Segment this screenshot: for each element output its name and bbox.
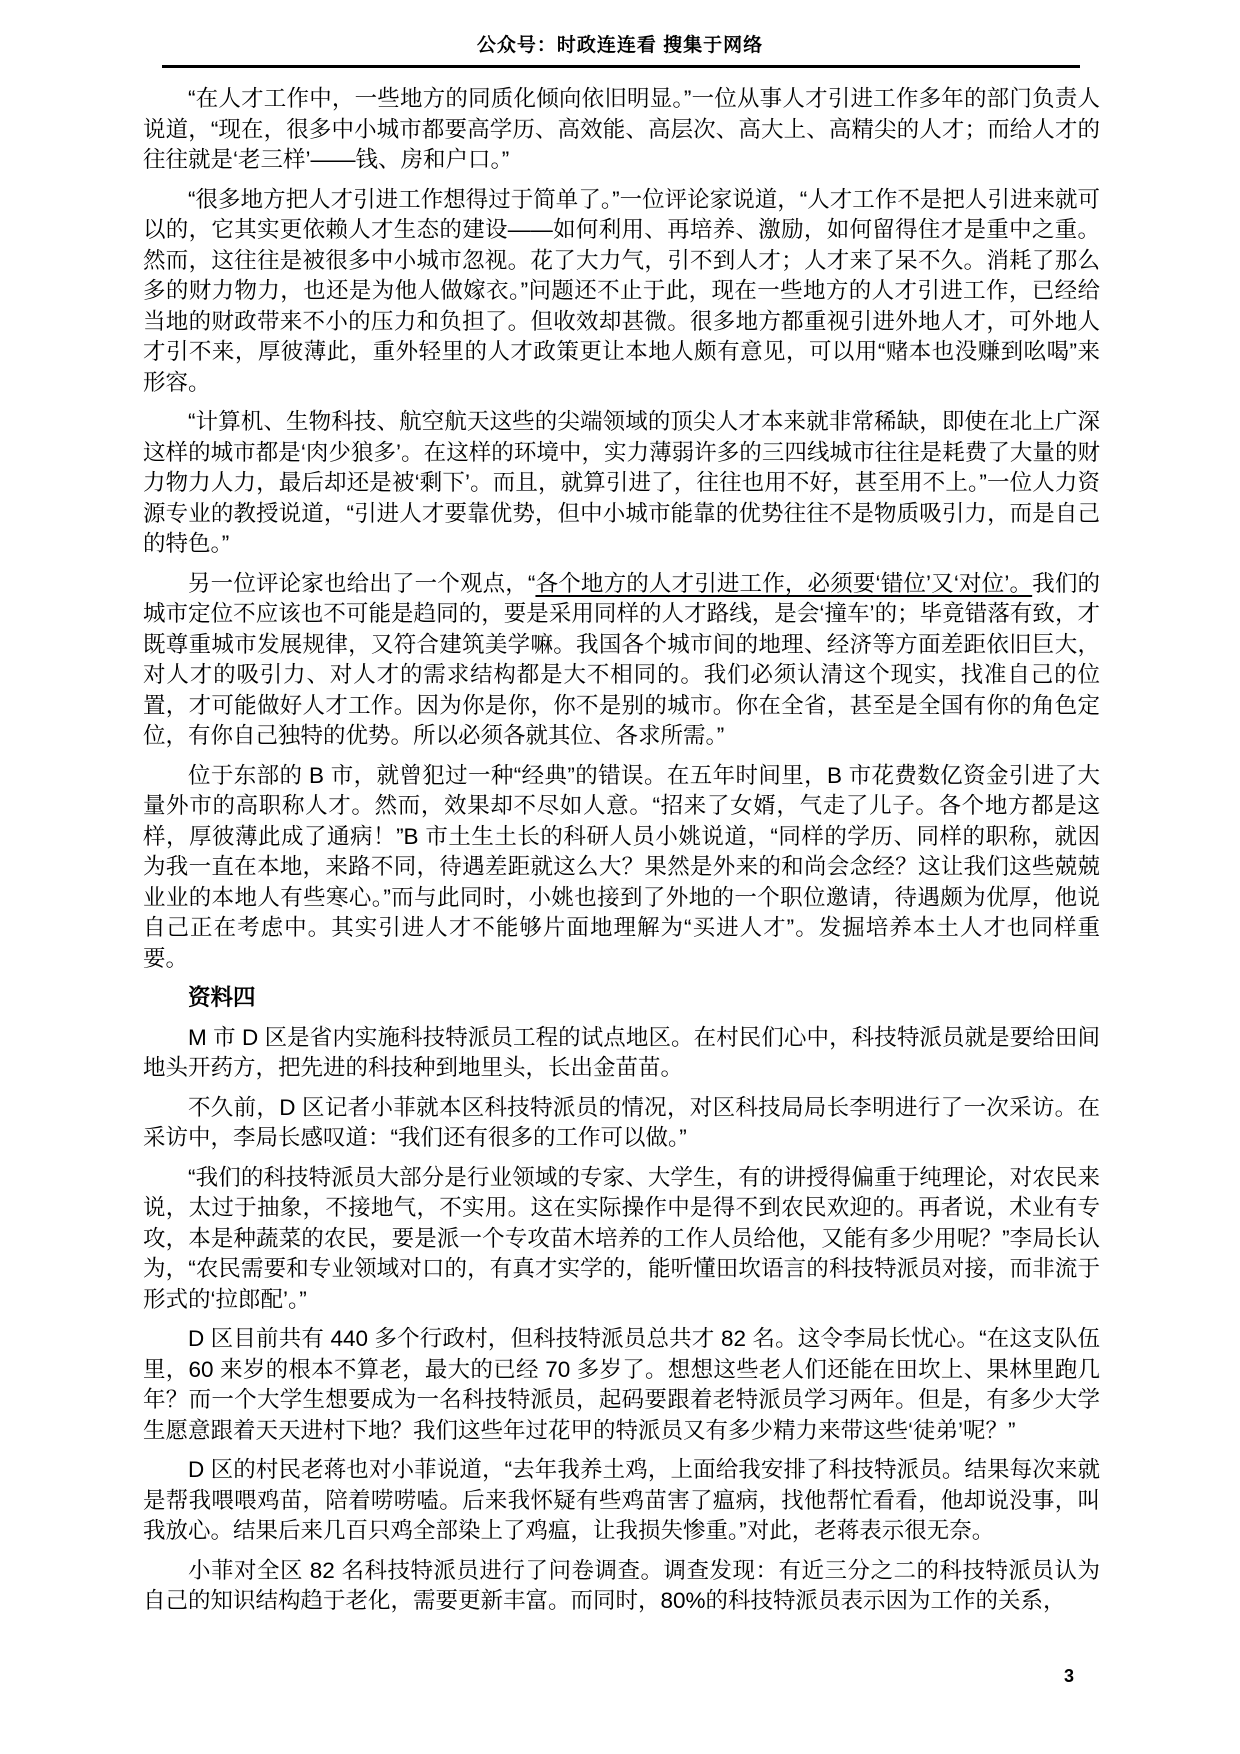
text-run: 不久前，D 区记者小菲就本区科技特派员的情况，对区科技局局长李明进行了一次采访。在采访中，李局长感叹道：“我们还有很多的工作可以做。” <box>143 1094 1100 1150</box>
text-run: D 区的村民老蒋也对小菲说道，“去年我养土鸡，上面给我安排了科技特派员。结果每次来就是帮我喂喂鸡苗，陪着唠唠嗑。后来我怀疑有些鸡苗害了瘟病，找他帮忙看看，他却说没事，叫我放心。结果后来几百只鸡全部染上了鸡瘟，让我损失惨重。”对此，老蒋表示很无奈。 <box>143 1457 1100 1543</box>
text-run: 位于东部的 B 市，就曾犯过一种“经典”的错误。在五年时间里，B 市花费数亿资金引进了大量外市的高职称人才。然而，效果却不尽如人意。“招来了女婿，气走了儿子。各个地方都是这样，厚彼薄此成了通病！”B 市土生土长的科研人员小姚说道，“同样的学历、同样的职称，就因为我一直在本地，来路不同，待遇差距就这么大？果然是外来的和尚会念经？这让我们这些兢兢业业的本地人有些寒心。”而与此同时，小姚也接到了外地的一个职位邀请，待遇颇为优厚，他说自己正在考虑中。其实引进人才不能够片面地理解为“买进人才”。发掘培养本土人才也同样重要。 <box>143 762 1100 971</box>
text-run: “计算机、生物科技、航空航天这些的尖端领域的顶尖人才本来就非常稀缺，即使在北上广深这样的城市都是‘肉少狼多’。在这样的环境中，实力薄弱许多的三四线城市往往是耗费了大量的财力物力人力，最后却还是被‘剩下’。而且，就算引进了，往往也用不好，甚至用不上。”一位人力资源专业的教授说道，“引进人才要靠优势，但中小城市能靠的优势往往不是物质吸引力，而是自己的特色。” <box>143 409 1100 556</box>
paragraph <box>143 1163 1100 1316</box>
paragraph <box>143 569 1100 752</box>
text-run: “很多地方把人才引进工作想得过于简单了。”一位评论家说道，“人才工作不是把人引进来就可以的，它其实更依赖人才生态的建设——如何利用、再培养、激励，如何留得住才是重中之重。然而，这往往是被很多中小城市忽视。花了大力气，引不到人才；人才来了呆不久。消耗了那么多的财力物力，也还是为他人做嫁衣。”问题还不止于此，现在一些地方的人才引进工作，已经给当地的财政带来不小的压力和负担了。但收效却甚微。很多地方都重视引进外地人才，可外地人才引不来，厚彼薄此，重外轻里的人才政策更让本地人颇有意见，可以用“赌本也没赚到吆喝”来形容。 <box>143 186 1100 395</box>
paragraph <box>143 1556 1100 1617</box>
section-heading <box>143 983 1100 1014</box>
text-run: 另一位评论家也给出了一个观点，“ <box>188 570 536 596</box>
paragraph <box>143 1455 1100 1547</box>
paragraph <box>143 761 1100 975</box>
text-run: 资料四 <box>188 985 256 1010</box>
underlined-text-run: 各个地方的人才引进工作，必须要‘错位’又‘对位’。 <box>535 570 1033 596</box>
text-run: 小菲对全区 82 名科技特派员进行了问卷调查。调查发现：有近三分之二的科技特派员认为自己的知识结构趋于老化，需要更新丰富。而同时，80%的科技特派员表示因为工作的关系， <box>143 1557 1100 1613</box>
paragraph <box>143 1093 1100 1154</box>
text-run: “在人才工作中，一些地方的同质化倾向依旧明显。”一位从事人才引进工作多年的部门负责人说道，“现在，很多中小城市都要高学历、高效能、高层次、高大上、高精尖的人才；而给人才的往往就是‘老三样’——钱、房和户口。” <box>143 86 1100 172</box>
paragraph <box>143 407 1100 560</box>
page-number: 3 <box>1063 1666 1074 1686</box>
paragraph <box>143 1023 1100 1084</box>
text-run: “我们的科技特派员大部分是行业领域的专家、大学生，有的讲授得偏重于纯理论，对农民来说，太过于抽象，不接地气，不实用。这在实际操作中是得不到农民欢迎的。再者说，术业有专攻，本是种蔬菜的农民，要是派一个专攻苗木培养的工作人员给他，又能有多少用呢？”李局长认为，“农民需要和专业领域对口的，有真才实学的，能听懂田坎语言的科技特派员对接，而非流于形式的‘拉郎配’。” <box>143 1164 1100 1312</box>
text-run: D 区目前共有 440 多个行政村，但科技特派员总共才 82 名。这令李局长忧心。“在这支队伍里，60 来岁的根本不算老，最大的已经 70 多岁了。想想这些老人们还能在田坎上、果林里跑几年？而一个大学生想要成为一名科技特派员，起码要跟着老特派员学习两年。但是，有多少大学生愿意跟着天天进村下地？我们这些年过花甲的特派员又有多少精力来带这些‘徒弟’呢？” <box>143 1326 1100 1443</box>
document-body <box>0 68 1240 1617</box>
page-header-text: 公众号：时政连连看 搜集于网络 <box>476 35 764 56</box>
paragraph <box>143 185 1100 399</box>
paragraph <box>143 1324 1100 1446</box>
text-run: M 市 D 区是省内实施科技特派员工程的试点地区。在村民们心中，科技特派员就是要给田间地头开药方，把先进的科技种到地里头，长出金苗苗。 <box>143 1024 1100 1080</box>
text-run: 我们的城市定位不应该也不可能是趋同的，要是采用同样的人才路线，是会‘撞车’的；毕竟错落有致，才既尊重城市发展规律，又符合建筑美学嘛。我国各个城市间的地理、经济等方面差距依旧巨大，对人才的吸引力、对人才的需求结构都是大不相同的。我们必须认清这个现实，找准自己的位置，才可能做好人才工作。因为你是你，你不是别的城市。你在全省，甚至是全国有你的角色定位，有你自己独特的优势。所以必须各就其位、各求所需。” <box>143 570 1100 748</box>
paragraph <box>143 84 1100 176</box>
